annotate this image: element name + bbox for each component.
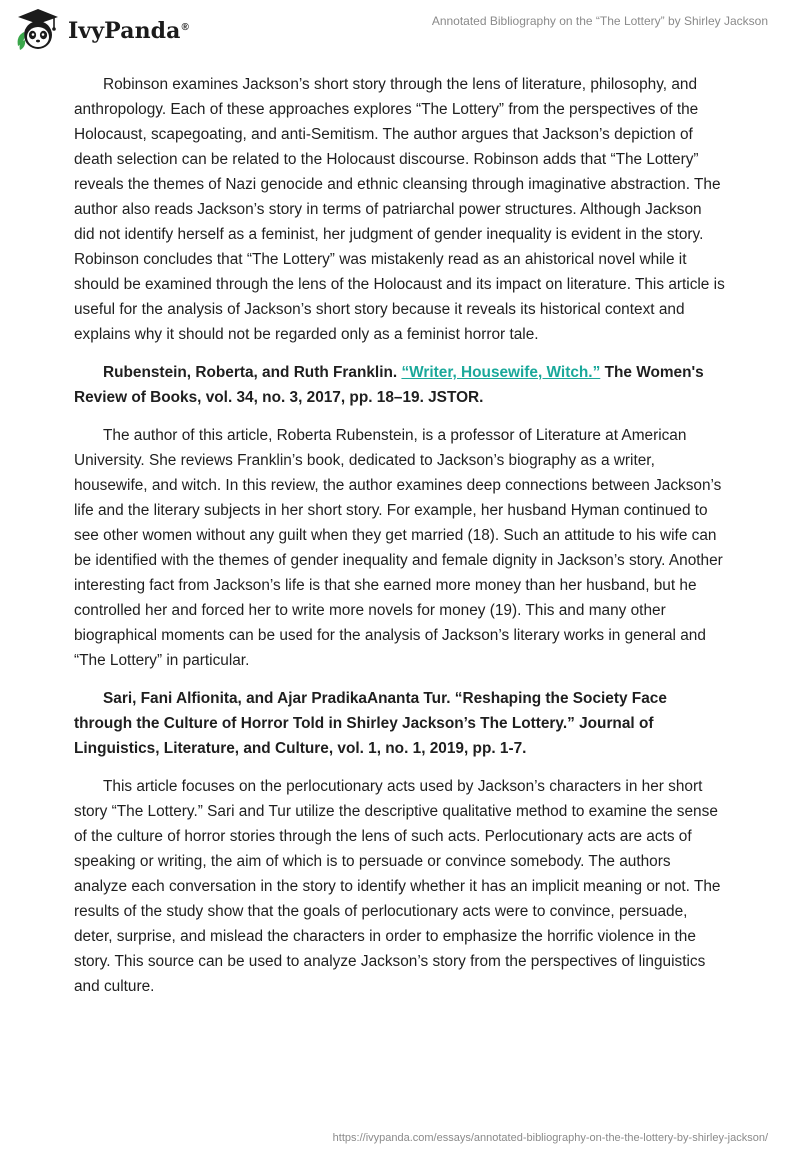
citation-rubenstein — [74, 360, 726, 410]
document-body — [74, 72, 726, 1012]
panda-graduate-logo-icon — [14, 6, 62, 54]
citation-sari-tur: Sari, Fani Alfionita, and Ajar PradikaAnanta Tur. “Reshaping the Society Face through the Culture of Horror Told in Shirley Jackson’s The Lottery.” Journal of Linguistics, Literature, and Culture, vol. 1, no. 1, 2019, pp. 1-7. — [74, 690, 667, 757]
citation-source: The Women's Review of Books, vol. 34, no. 3, 2017, pp. 18–19. JSTOR. — [74, 364, 704, 406]
citation-title-link[interactable]: “Writer, Housewife, Witch.” — [401, 364, 601, 381]
citation-authors: Rubenstein, Roberta, and Ruth Franklin. — [103, 364, 398, 381]
ivypanda-logo[interactable] — [14, 6, 189, 54]
logo-wordmark: IvyPanda® — [68, 18, 189, 44]
page-url[interactable]: https://ivypanda.com/essays/annotated-bibliography-on-the-the-lottery-by-shirley-jackson/ — [332, 1132, 768, 1144]
annotation-paragraph-robinson: Robinson examines Jackson’s short story through the lens of literature, philosophy, and anthropology. Each of these approaches explores “The Lottery” from the perspectives of the Holocaust, scapegoating, and anti-Semitism. The author argues that Jackson’s depiction of death selection can be related to the Holocaust discourse. Robinson adds that “The Lottery” reveals the themes of Nazi genocide and ethnic cleansing through imaginative abstraction. The author also reads Jackson’s story in terms of patriarchal power structures. Although Jackson did not identify herself as a feminist, her judgment of gender inequality is evident in the story. Robinson concludes that “The Lottery” was mistakenly read as an ahistorical novel while it should be examined through the lens of the Holocaust and its impact on literature. This article is useful for the analysis of Jackson’s short story because it reveals its historical context and explains why it should not be regarded only as a feminist horror tale. — [74, 76, 725, 343]
registered-mark: ® — [181, 21, 189, 33]
page-header — [0, 0, 800, 60]
document-title: Annotated Bibliography on the “The Lottery” by Shirley Jackson — [431, 14, 768, 28]
annotation-paragraph-sari-tur: This article focuses on the perlocutionary acts used by Jackson’s characters in her short story “The Lottery.” Sari and Tur utilize the descriptive qualitative method to examine the sense of the culture of horror stories through the lens of such acts. Perlocutionary acts are acts of speaking or writing, the aim of which is to persuade or convince somebody. The authors analyze each conversation in the story to identify whether it has an implicit meaning or not. The results of the study show that the goals of perlocutionary acts were to convince, persuade, deter, surprise, and mislead the characters in order to emphasize the horrific violence in the story. This source can be used to analyze Jackson’s story from the perspectives of linguistics and culture. — [74, 778, 721, 995]
annotation-paragraph-rubenstein: The author of this article, Roberta Rubenstein, is a professor of Literature at American University. She reviews Franklin’s book, dedicated to Jackson’s biography as a writer, housewife, and witch. In this review, the author examines deep connections between Jackson’s life and the literary subjects in her short story. For example, her husband Hyman continued to see other women without any guilt when they get married (18). Such an attitude to his wife can be identified with the themes of gender inequality and female dignity in Jackson’s story. Another interesting fact from Jackson’s life is that she earned more money than her husband, but he controlled her and forced her to write more novels for money (19). This and many other biographical moments can be used for the analysis of Jackson’s literary works in general and “The Lottery” in particular. — [74, 427, 723, 669]
